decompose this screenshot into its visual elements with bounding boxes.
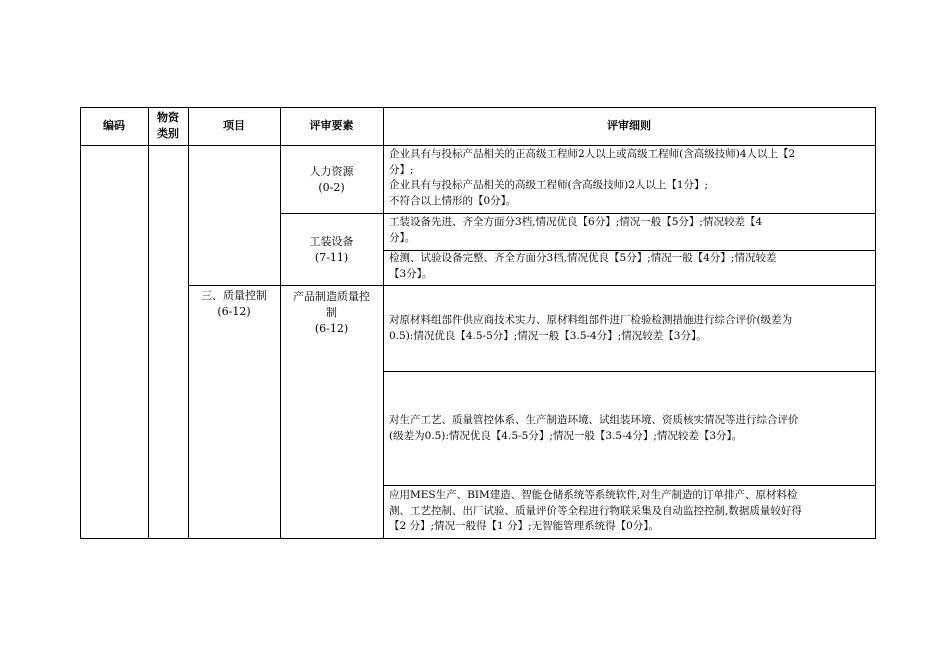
element-human-resources: 人力资源 (0-2) (309, 164, 354, 194)
header-code: 编码 (103, 119, 125, 132)
table-border-left (80, 107, 81, 539)
column-divider (148, 107, 149, 539)
details-supplier-evaluation: 对原材料组部件供应商技术实力、原材料组部件进厂检验检测措施进行综合评价(级差为 0.5):情况优良【4.5-5分】;情况一般【3.5-4分】;情况较差【3分】。 (389, 314, 793, 342)
column-divider (383, 107, 384, 539)
element-manufacturing-quality: 产品制造质量控 制 (6-12) (293, 290, 370, 335)
element-tooling-equipment: 工装设备 (7-11) (309, 234, 354, 264)
header-divider (80, 145, 876, 146)
header-material-category: 物资 类别 (157, 111, 179, 140)
row-divider (383, 485, 876, 486)
table-border-bottom (80, 538, 876, 539)
header-review-details: 评审细则 (607, 119, 651, 132)
details-tooling-equipment: 工装设备先进、齐全方面分3档,情况优良【6分】;情况一般【5分】;情况较差【4 分】。 (389, 216, 763, 244)
table-border-right (875, 107, 876, 539)
header-project: 项目 (223, 119, 245, 132)
details-smart-management: 应用MES生产、BIM建造、智能仓储系统等系统软件,对生产制造的订单排产、原材料检 测、工艺控制、出厂试验、质量评价等全程进行物联采集及自动监控控制,数据质量较好得 【2 分】;情况一般得【1 分】;无智能管理系统得【0分】。 (389, 489, 802, 532)
details-human-resources: 企业具有与投标产品相关的正高级工程师2人以上或高级工程师(含高级技师)4人以上【2 分】; 企业具有与投标产品相关的高级工程师(含高级技师)2人以上【1分】; 不符合以上情形的【0分】。 (389, 148, 796, 207)
details-production-evaluation: 对生产工艺、质量管控体系、生产制造环境、试组装环境、资质核实情况等进行综合评价 (级差为0.5):情况优良【4.5-5分】;情况一般【3.5-4分】;情况较差【3分】。 (389, 414, 799, 442)
header-review-element: 评审要素 (309, 119, 354, 132)
project-quality-control: 三、质量控制 (6-12) (201, 289, 267, 318)
details-testing-equipment: 检测、试验设备完整、齐全方面分3档,情况优良【5分】;情况一般【4分】;情况较差 【3分】。 (389, 252, 777, 280)
